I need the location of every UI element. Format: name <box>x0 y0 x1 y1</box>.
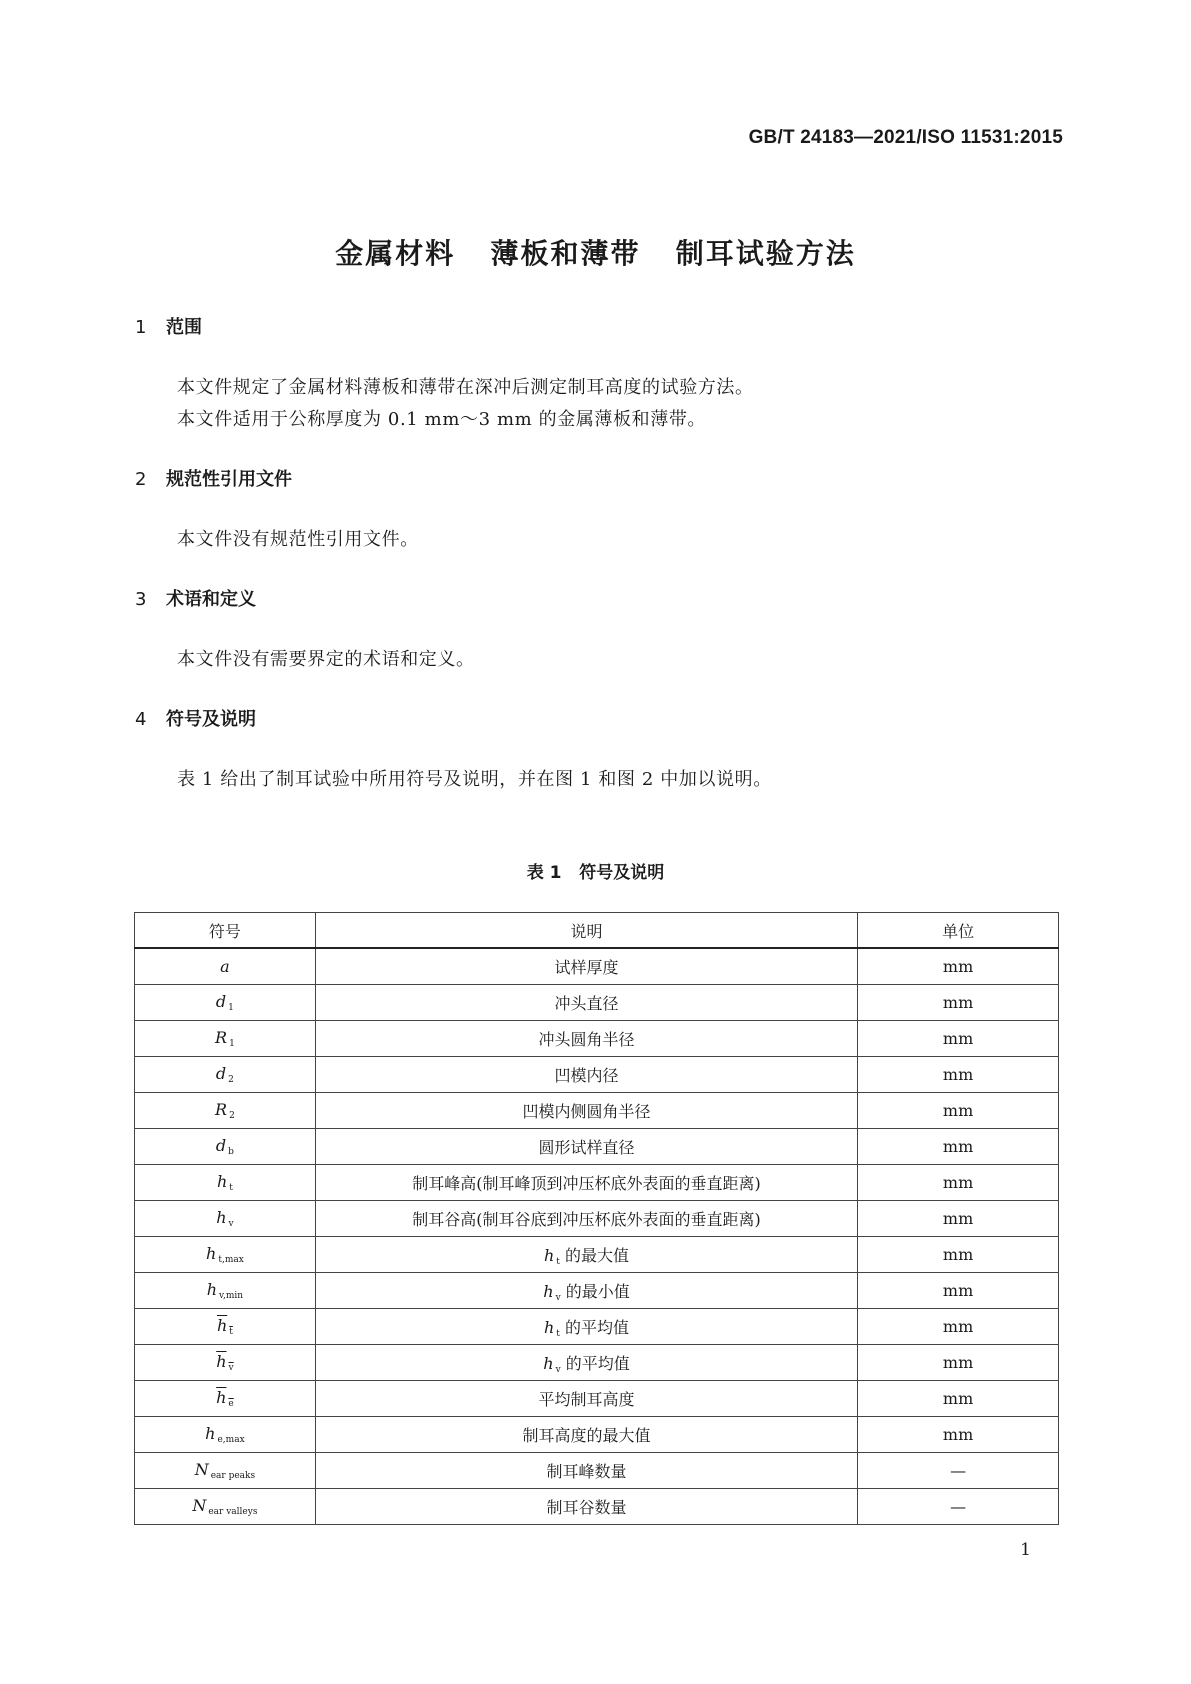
table-row <box>135 1237 1059 1273</box>
description-text: 制耳谷高(制耳谷底到冲压杯底外表面的垂直距离) <box>412 1210 761 1229</box>
standard-code: GB/T 24183—2021/ISO 11531:2015 <box>748 127 1063 148</box>
unit-cell: mm <box>858 1093 1059 1129</box>
description-text: 的平均值 <box>565 1317 630 1337</box>
symbol-subscript: 2 <box>228 1075 234 1085</box>
description-cell <box>315 1381 857 1417</box>
symbol-base: N <box>194 1460 209 1479</box>
symbol-base: h <box>216 1316 228 1335</box>
unit-cell: mm <box>858 1309 1059 1345</box>
symbol-text <box>216 1388 234 1407</box>
symbol-subscript: 1 <box>228 1003 234 1013</box>
symbol-base: h <box>216 1208 227 1227</box>
table-row <box>135 1453 1059 1489</box>
symbol-subscript: e <box>228 1399 234 1409</box>
header-symbol: 符号 <box>135 913 316 949</box>
section-2-paragraph-1: 本文件没有规范性引用文件。 <box>177 529 419 550</box>
table-row <box>135 1201 1059 1237</box>
symbol-text <box>216 1352 233 1371</box>
section-1-heading <box>135 313 202 339</box>
symbol-subscript: t,max <box>218 1255 244 1265</box>
section-1-paragraph-1: 本文件规定了金属材料薄板和薄带在深冲后测定制耳高度的试验方法。 <box>177 377 754 398</box>
section-2-heading <box>135 465 292 491</box>
symbol-base: h <box>206 1244 217 1263</box>
description-text: 制耳谷数量 <box>546 1498 627 1517</box>
symbol-base: d <box>215 992 227 1011</box>
symbol-text <box>216 992 234 1011</box>
symbols-table <box>134 912 1059 1525</box>
symbol-subscript: t <box>229 1183 233 1193</box>
page-number: 1 <box>1020 1540 1031 1560</box>
description-symbol <box>544 1318 560 1337</box>
description-symbol <box>544 1246 560 1265</box>
symbol-text <box>215 1100 235 1119</box>
symbol-cell <box>135 1273 316 1309</box>
symbol-cell <box>135 985 316 1021</box>
symbol-subscript: t <box>229 1327 233 1337</box>
description-cell <box>315 1273 857 1309</box>
symbol-text <box>206 1244 244 1263</box>
description-symbol-base: h <box>543 1281 554 1301</box>
section-title: 术语和定义 <box>166 589 256 610</box>
symbol-subscript: b <box>228 1147 234 1157</box>
description-text: 平均制耳高度 <box>538 1390 635 1409</box>
section-3-paragraph-1: 本文件没有需要界定的术语和定义。 <box>177 649 475 670</box>
symbol-base: h <box>205 1424 216 1443</box>
description-text: 制耳高度的最大值 <box>522 1426 651 1445</box>
section-title: 符号及说明 <box>166 709 256 730</box>
description-cell <box>315 1057 857 1093</box>
description-cell <box>315 1093 857 1129</box>
symbol-base: d <box>215 1136 227 1155</box>
symbol-base: R <box>215 1100 228 1119</box>
unit-cell: mm <box>858 1057 1059 1093</box>
description-cell <box>315 948 857 985</box>
unit-cell: — <box>858 1489 1059 1525</box>
unit-cell: mm <box>858 1021 1059 1057</box>
symbol-text <box>217 1172 233 1191</box>
table-row <box>135 1021 1059 1057</box>
symbol-text <box>207 1280 243 1299</box>
symbol-text <box>217 1316 233 1335</box>
symbol-cell <box>135 1489 316 1525</box>
symbol-cell <box>135 1309 316 1345</box>
table-row <box>135 1417 1059 1453</box>
table-row <box>135 1309 1059 1345</box>
unit-cell: mm <box>858 1417 1059 1453</box>
table-caption: 表 1 符号及说明 <box>526 863 665 883</box>
symbol-cell <box>135 1237 316 1273</box>
symbol-base: h <box>216 1352 227 1371</box>
description-cell <box>315 1309 857 1345</box>
section-title: 范围 <box>166 317 202 338</box>
section-number: 1 <box>135 317 147 338</box>
description-symbol <box>543 1282 560 1301</box>
symbol-base: h <box>206 1280 218 1299</box>
symbol-cell <box>135 1093 316 1129</box>
symbol-subscript: 1 <box>229 1039 235 1049</box>
description-text: 的平均值 <box>565 1353 630 1373</box>
symbol-text <box>192 1496 257 1515</box>
table-body <box>135 948 1059 1525</box>
description-cell <box>315 1489 857 1525</box>
description-text: 制耳峰数量 <box>546 1462 627 1481</box>
description-symbol-subscript: v <box>555 1364 561 1375</box>
description-cell <box>315 1201 857 1237</box>
symbol-text <box>195 1460 255 1479</box>
symbol-cell <box>135 1381 316 1417</box>
symbol-base: a <box>220 957 230 976</box>
symbol-cell <box>135 1345 316 1381</box>
description-text: 凹模内侧圆角半径 <box>522 1102 651 1121</box>
table-row <box>135 1489 1059 1525</box>
symbol-base: h <box>216 1172 228 1191</box>
unit-cell: mm <box>858 1273 1059 1309</box>
symbol-subscript: ear valleys <box>208 1507 258 1517</box>
unit-cell: mm <box>858 1381 1059 1417</box>
unit-cell: mm <box>858 948 1059 985</box>
symbol-cell <box>135 1021 316 1057</box>
description-symbol-subscript: t <box>556 1256 560 1267</box>
symbol-subscript: v <box>228 1363 234 1373</box>
description-text: 凹模内径 <box>554 1066 619 1085</box>
description-text: 圆形试样直径 <box>538 1138 635 1157</box>
section-1-paragraph-2: 本文件适用于公称厚度为 0.1 mm～3 mm 的金属薄板和薄带。 <box>177 409 707 430</box>
description-cell <box>315 985 857 1021</box>
description-cell <box>315 1129 857 1165</box>
symbol-base: R <box>215 1028 228 1047</box>
section-3-heading <box>135 585 256 611</box>
section-number: 2 <box>135 469 147 490</box>
unit-cell: mm <box>858 1237 1059 1273</box>
description-symbol-base: h <box>543 1353 554 1373</box>
unit-cell: — <box>858 1453 1059 1489</box>
table-row <box>135 1345 1059 1381</box>
document-title: 金属材料 薄板和薄带 制耳试验方法 <box>335 237 856 270</box>
description-cell <box>315 1453 857 1489</box>
header-description: 说明 <box>315 913 857 949</box>
symbol-subscript: ear peaks <box>210 1471 256 1481</box>
description-text: 的最小值 <box>565 1281 630 1301</box>
symbol-cell <box>135 1453 316 1489</box>
symbol-subscript: e,max <box>217 1435 245 1445</box>
table-row <box>135 1129 1059 1165</box>
description-text: 冲头圆角半径 <box>538 1030 635 1049</box>
unit-cell: mm <box>858 1165 1059 1201</box>
symbol-text <box>216 1136 234 1155</box>
section-4-paragraph-1: 表 1 给出了制耳试验中所用符号及说明，并在图 1 和图 2 中加以说明。 <box>177 769 772 790</box>
symbol-cell <box>135 1417 316 1453</box>
description-text: 冲头直径 <box>554 994 619 1013</box>
description-symbol-subscript: v <box>555 1292 561 1303</box>
section-4-heading <box>135 705 256 731</box>
symbol-subscript: v,min <box>219 1291 244 1301</box>
symbol-base: d <box>215 1064 227 1083</box>
description-symbol <box>543 1354 560 1373</box>
symbol-text <box>220 957 230 976</box>
table-row <box>135 1165 1059 1201</box>
symbol-cell <box>135 1165 316 1201</box>
description-cell <box>315 1165 857 1201</box>
table-row <box>135 1273 1059 1309</box>
table-row <box>135 1381 1059 1417</box>
description-symbol-base: h <box>543 1245 555 1265</box>
table-row <box>135 985 1059 1021</box>
symbol-base: N <box>192 1496 207 1515</box>
symbol-cell <box>135 1129 316 1165</box>
description-text: 的最大值 <box>565 1245 630 1265</box>
symbol-text <box>216 1064 234 1083</box>
unit-cell: mm <box>858 985 1059 1021</box>
description-text: 制耳峰高(制耳峰顶到冲压杯底外表面的垂直距离) <box>412 1174 761 1193</box>
unit-cell: mm <box>858 1129 1059 1165</box>
table-row <box>135 1093 1059 1129</box>
symbol-text <box>205 1424 244 1443</box>
table-row <box>135 1057 1059 1093</box>
section-number: 3 <box>135 589 147 610</box>
description-symbol-subscript: t <box>556 1328 560 1339</box>
symbol-cell <box>135 1057 316 1093</box>
header-unit: 单位 <box>858 913 1059 949</box>
symbol-text <box>216 1208 233 1227</box>
description-cell <box>315 1021 857 1057</box>
table-header-row <box>135 913 1059 949</box>
section-number: 4 <box>135 709 147 730</box>
description-cell <box>315 1417 857 1453</box>
unit-cell: mm <box>858 1345 1059 1381</box>
symbol-subscript: v <box>228 1219 234 1229</box>
description-cell <box>315 1345 857 1381</box>
unit-cell: mm <box>858 1201 1059 1237</box>
description-symbol-base: h <box>543 1317 555 1337</box>
symbol-cell <box>135 1201 316 1237</box>
section-title: 规范性引用文件 <box>166 469 292 490</box>
symbol-subscript: 2 <box>229 1111 235 1121</box>
description-text: 试样厚度 <box>554 958 619 977</box>
table-row <box>135 948 1059 985</box>
symbol-text <box>215 1028 235 1047</box>
symbol-cell <box>135 948 316 985</box>
symbol-base: h <box>216 1388 227 1407</box>
description-cell <box>315 1237 857 1273</box>
